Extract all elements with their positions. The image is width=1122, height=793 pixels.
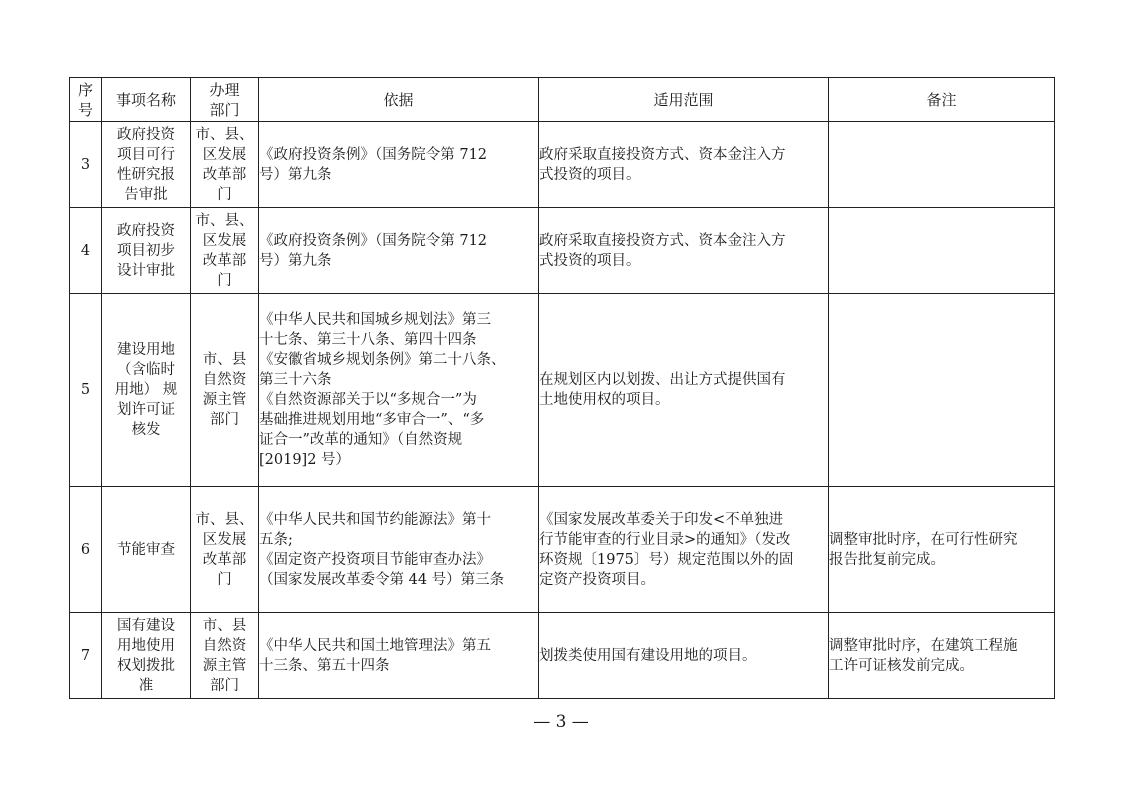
cell-scope-line: 政府采取直接投资方式、资本金注入方 [539,146,786,163]
cell-department-line: 区发展 [202,531,247,548]
cell-scope [539,122,829,208]
cell-item-name-line: （含临时 [117,362,175,378]
cell-item-name-line: 权划拨批 [117,657,175,674]
cell-department-line: 改革部 [202,252,247,269]
cell-note-line: 调整审批时序，在建筑工程施 [829,637,1018,654]
cell-basis-line: 《中华人民共和国节约能源法》第十 [259,511,491,528]
cell-basis [259,122,539,208]
cell-department-line: 源主管 [202,392,247,408]
cell-basis-line: 五条; [259,531,293,548]
header-department: 办理 部门 [191,78,259,122]
table-body [70,122,1055,699]
cell-department-line: 部门 [210,412,239,428]
cell-basis-line: 十三条、第五十四条 [259,657,390,674]
cell-basis-line: 《中华人民共和国土地管理法》第五 [259,637,491,654]
cell-scope-line: 划拨类使用国有建设用地的项目。 [539,647,757,664]
cell-item-name-line: 政府投资 [117,126,175,143]
cell-item-name-line: 政府投资 [117,222,175,239]
cell-seq: 4 [70,208,102,294]
table-row [70,294,1055,487]
cell-basis-line: 十七条、第三十八条、第四十四条 [259,332,477,348]
cell-seq: 6 [70,487,102,613]
cell-basis-line: 证合一”改革的通知》（自然资规 [259,432,463,448]
approval-items-table [69,77,1055,699]
cell-department-line: 门 [217,186,232,203]
cell-department-line: 改革部 [202,551,247,568]
cell-basis-line: [2019]2 号） [259,452,351,468]
cell-department-line: 市、县、 [195,126,254,143]
cell-basis [259,487,539,613]
cell-item-name-line: 节能审查 [117,541,175,558]
cell-scope [539,487,829,613]
cell-scope [539,613,829,699]
cell-note [829,122,1055,208]
cell-basis-line: 基础推进规划用地“多审合一”、“多 [259,412,485,428]
cell-item-name-line: 划许可证 [117,402,175,418]
cell-department-line: 市、县、 [195,212,254,229]
cell-note-line: 调整审批时序，在可行性研究 [829,531,1018,548]
cell-note-line: 报告批复前完成。 [829,551,945,568]
cell-note [829,487,1055,613]
cell-department-line: 自然资 [202,637,247,654]
cell-department-line: 门 [217,272,232,289]
cell-note [829,294,1055,487]
cell-basis-line: 《政府投资条例》（国务院令第 712 [259,146,488,163]
cell-basis [259,613,539,699]
cell-scope-line: 环资规〔1975〕号）规定范围以外的固 [539,551,794,568]
cell-scope-line: 在规划区内以划拨、出让方式提供国有 [539,372,786,388]
cell-item-name-line: 核发 [131,422,161,438]
cell-department-line: 市、县、 [195,511,254,528]
cell-scope-line: 定资产投资项目。 [539,571,655,588]
cell-scope-line: 式投资的项目。 [539,252,641,269]
cell-department-line: 改革部 [202,166,247,183]
cell-department-line: 源主管 [202,657,247,674]
cell-basis-line: 《中华人民共和国城乡规划法》第三 [259,312,491,328]
cell-item-name [102,487,191,613]
table-row [70,208,1055,294]
cell-item-name-line: 用地使用 [117,637,175,654]
cell-department-line: 自然资 [202,372,247,388]
cell-scope [539,208,829,294]
cell-basis-line: 号）第九条 [259,252,332,269]
cell-item-name-line: 项目初步 [117,242,175,259]
cell-department [191,487,259,613]
header-scope: 适用范围 [539,78,829,122]
cell-department [191,208,259,294]
cell-scope-line: 政府采取直接投资方式、资本金注入方 [539,232,786,249]
cell-item-name-line: 设计审批 [117,262,175,279]
cell-seq: 3 [70,122,102,208]
cell-seq: 7 [70,613,102,699]
cell-department [191,613,259,699]
header-item-name: 事项名称 [102,78,191,122]
cell-item-name-line: 用地） 规 [114,382,178,398]
cell-department-line: 门 [217,571,232,588]
cell-item-name-line: 国有建设 [117,617,175,634]
cell-seq: 5 [70,294,102,487]
cell-note [829,613,1055,699]
cell-department-line: 区发展 [202,232,247,249]
cell-basis-line: 《固定资产投资项目节能审查办法》 [259,551,491,568]
cell-item-name [102,208,191,294]
cell-note-line: 工许可证核发前完成。 [829,657,974,674]
cell-item-name-line: 建设用地 [117,342,175,358]
cell-department-line: 部门 [210,677,239,694]
cell-item-name-line: 项目可行 [117,146,175,163]
cell-scope-line: 行节能审查的行业目录>的通知》（发改 [539,531,791,548]
cell-scope [539,294,829,487]
cell-item-name-line: 告审批 [124,186,168,203]
cell-scope-line: 土地使用权的项目。 [539,392,670,408]
cell-note [829,208,1055,294]
cell-item-name [102,294,191,487]
table-row [70,487,1055,613]
cell-basis [259,208,539,294]
header-seq: 序 号 [70,78,102,122]
page-number: — 3 — [533,712,589,732]
cell-basis-line: 号）第九条 [259,166,332,183]
cell-department-line: 市、县 [202,352,247,368]
header-note: 备注 [829,78,1055,122]
cell-department [191,294,259,487]
cell-department-line: 市、县 [202,617,247,634]
cell-basis [259,294,539,487]
table-header-row [70,78,1055,122]
cell-basis-line: （国家发展改革委令第 44 号）第三条 [259,571,505,588]
cell-basis-line: 《政府投资条例》（国务院令第 712 [259,232,488,249]
cell-item-name-line: 准 [138,677,154,694]
cell-basis-line: 《安徽省城乡规划条例》第二十八条、 [259,352,506,368]
table-row [70,122,1055,208]
cell-department [191,122,259,208]
cell-department-line: 区发展 [202,146,247,163]
header-basis: 依据 [259,78,539,122]
cell-basis-line: 第三十六条 [259,372,332,388]
cell-scope-line: 《国家发展改革委关于印发<不单独进 [539,511,784,528]
cell-item-name [102,122,191,208]
cell-scope-line: 式投资的项目。 [539,166,641,183]
cell-item-name-line: 性研究报 [117,166,175,183]
cell-item-name [102,613,191,699]
table-row [70,613,1055,699]
cell-basis-line: 《自然资源部关于以“多规合一”为 [259,392,477,408]
